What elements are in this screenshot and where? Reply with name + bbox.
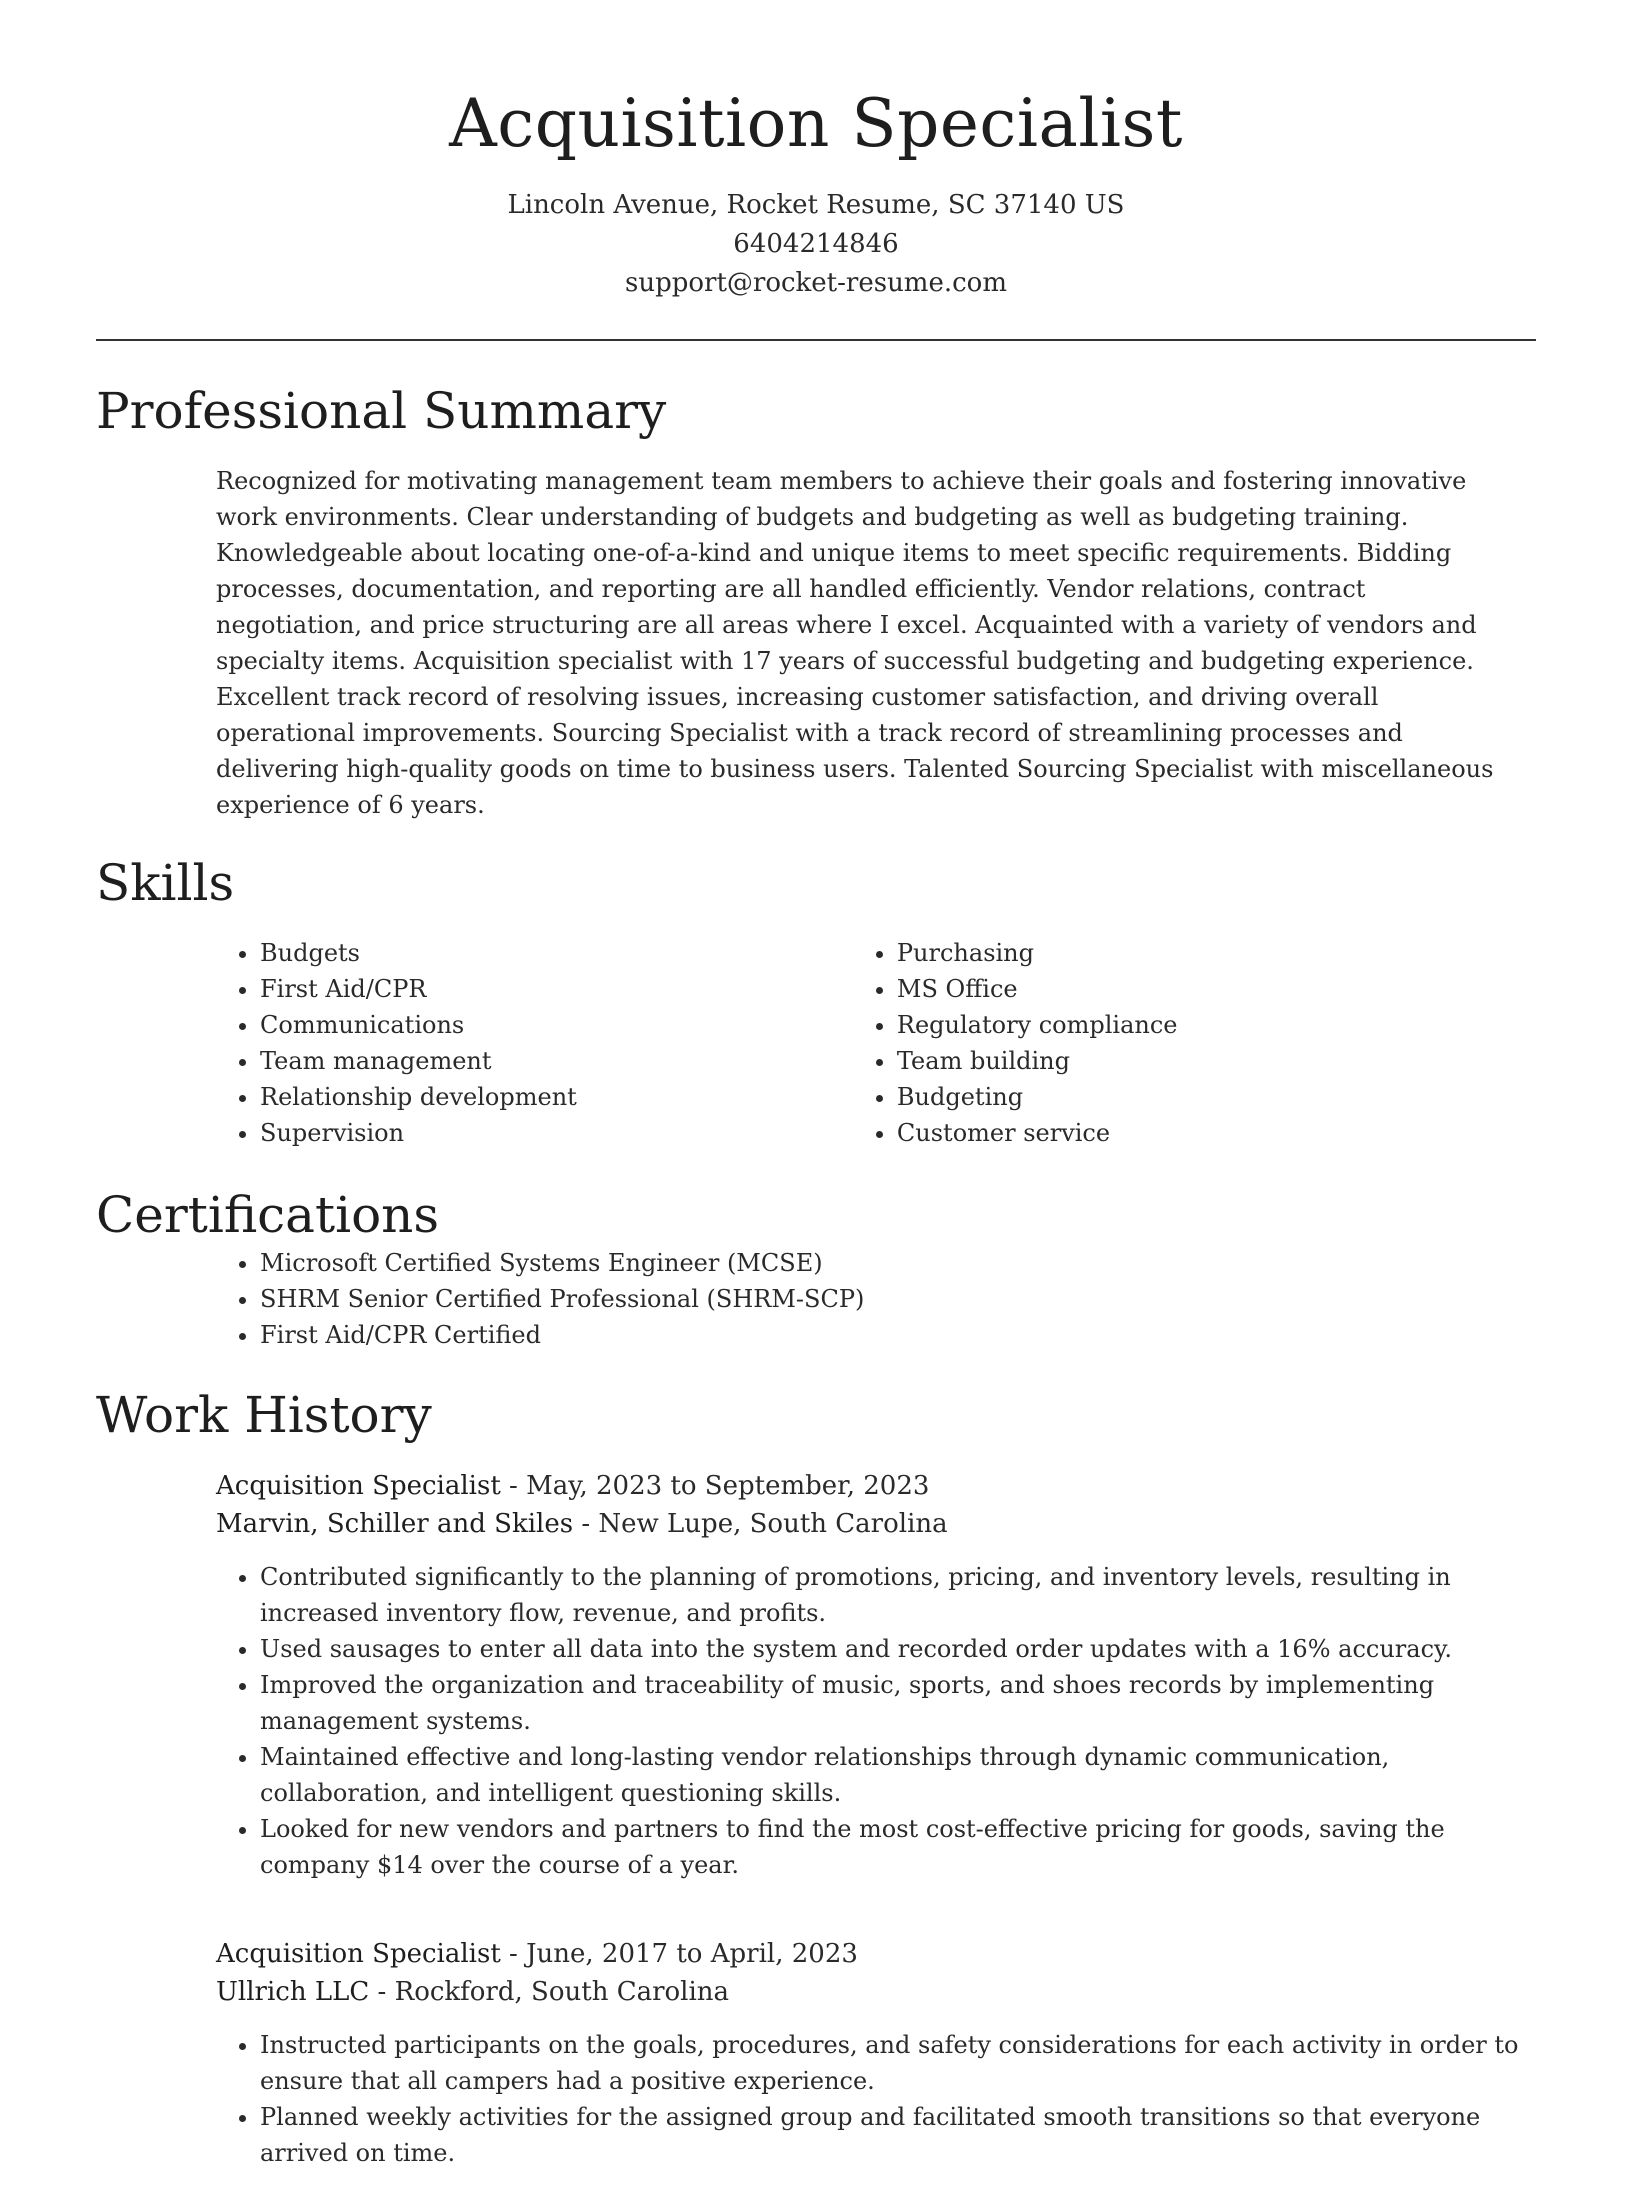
header-divider (96, 339, 1536, 341)
skills-column-left (96, 935, 871, 1151)
skills-column-right (871, 935, 1536, 1151)
list-item: • Maintained effective and long-lasting vendor relationships through dynamic communication, collaboration, and intelligent questioning skills. (260, 1739, 1536, 1811)
summary-text: Recognized for motivating management team members to achieve their goals and fostering innovative work environments. Clear understanding of budgets and budgeting as well as budgeting training. Knowledgeable about locating one-of-a-kind and unique items to meet specific requirements. Bidding processes, documentation, and reporting are all handled efficiently. Vendor relations, contract negotiation, and price structuring are all areas where I excel. Acquainted with a variety of vendors and specialty items. Acquisition specialist with 17 years of successful budgeting and budgeting experience. Excellent track record of resolving issues, increasing customer satisfaction, and driving overall operational improvements. Sourcing Specialist with a track record of streamlining processes and delivering high-quality goods on time to business users. Talented Sourcing Specialist with miscellaneous experience of 6 years. (216, 467, 1494, 819)
list-item: • Supervision (260, 1115, 871, 1151)
job-company-line (216, 1505, 1536, 1543)
list-item: • Customer service (897, 1115, 1536, 1151)
job-location: - Rockford, South Carolina (369, 1977, 730, 2007)
resume-page (96, 0, 1536, 2195)
job-duties-list (216, 2027, 1536, 2171)
job-duties-list (216, 1559, 1536, 1883)
contact-info (96, 186, 1536, 303)
resume-header (96, 0, 1536, 303)
list-item: • Contributed significantly to the planning of promotions, pricing, and inventory levels, resulting in increased inventory flow, revenue, and profits. (260, 1559, 1536, 1631)
list-item: • SHRM Senior Certified Professional (SHRM-SCP) (260, 1281, 1536, 1317)
list-item: • Purchasing (897, 935, 1536, 971)
phone-text: 6404214846 (733, 229, 899, 259)
list-item: • Instructed participants on the goals, procedures, and safety considerations for each activity in order to ensure that all campers had a positive experience. (260, 2027, 1536, 2099)
list-item: • Team management (260, 1043, 871, 1079)
job-title-line (216, 1935, 1536, 1973)
job-dates: - June, 2017 to April, 2023 (500, 1939, 858, 1969)
job-location: - New Lupe, South Carolina (573, 1509, 948, 1539)
list-item: • Planned weekly activities for the assigned group and facilitated smooth transitions so that everyone arrived on time. (260, 2099, 1536, 2171)
list-item: • MS Office (897, 971, 1536, 1007)
list-item: • Looked for new vendors and partners to find the most cost-effective pricing for goods, saving the company $14 over the course of a year. (260, 1811, 1536, 1883)
work-history-heading: Work History (96, 1386, 432, 1444)
list-item: • Used sausages to enter all data into the system and recorded order updates with a 16% accuracy. (260, 1631, 1536, 1667)
summary-heading: Professional Summary (96, 382, 667, 440)
list-item: • Team building (897, 1043, 1536, 1079)
certifications-heading: Certifications (96, 1186, 440, 1244)
job-title-line (216, 1467, 1536, 1505)
job-entry (216, 1935, 1536, 2171)
email-text: support@rocket-resume.com (624, 268, 1007, 298)
job-role: Acquisition Specialist (216, 1471, 501, 1501)
job-company: Ullrich LLC (216, 1977, 370, 2007)
certifications-list (96, 1245, 1536, 1353)
job-entry (216, 1467, 1536, 1883)
list-item: • First Aid/CPR (260, 971, 871, 1007)
address-text: Lincoln Avenue, Rocket Resume, SC 37140 US (507, 190, 1125, 220)
list-item: • Communications (260, 1007, 871, 1043)
job-company-line (216, 1973, 1536, 2011)
list-item: • First Aid/CPR Certified (260, 1317, 1536, 1353)
list-item: • Regulatory compliance (897, 1007, 1536, 1043)
list-item: • Budgeting (897, 1079, 1536, 1115)
list-item: • Relationship development (260, 1079, 871, 1115)
list-item: • Budgets (260, 935, 871, 971)
list-item: • Microsoft Certified Systems Engineer (MCSE) (260, 1245, 1536, 1281)
list-item: • Improved the organization and traceability of music, sports, and shoes records by implementing management systems. (260, 1667, 1536, 1739)
skills-heading: Skills (96, 854, 235, 912)
skills-list (96, 935, 1536, 1151)
job-company: Marvin, Schiller and Skiles (216, 1509, 574, 1539)
page-title: Acquisition Specialist (449, 85, 1183, 162)
job-role: Acquisition Specialist (216, 1939, 501, 1969)
job-dates: - May, 2023 to September, 2023 (500, 1471, 930, 1501)
